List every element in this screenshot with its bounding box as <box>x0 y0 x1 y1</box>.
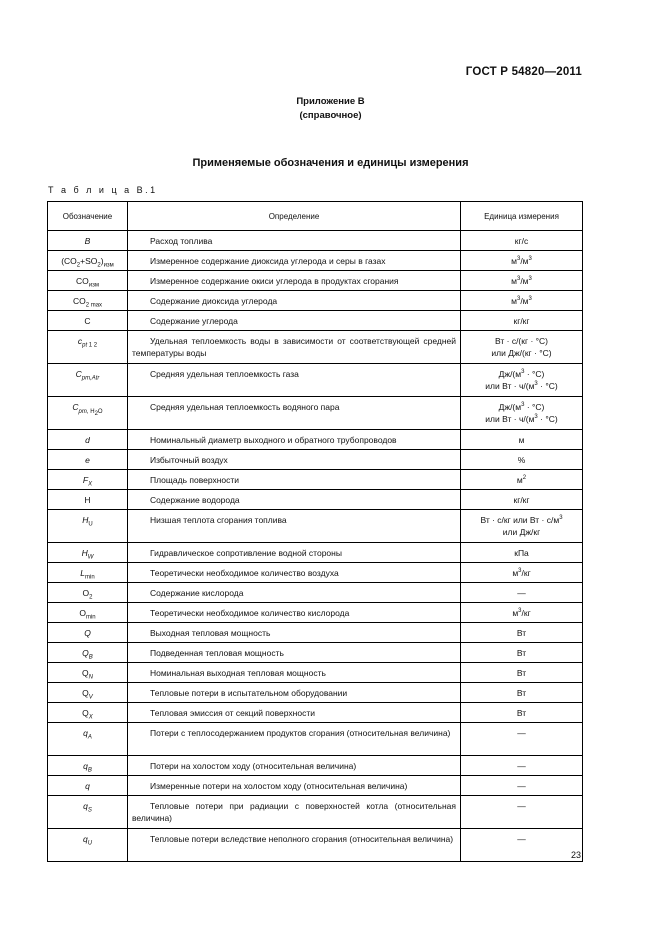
section-title: Применяемые обозначения и единицы измерения <box>192 157 469 169</box>
row-symbol: $C_{pm,Atr}$ <box>48 364 128 397</box>
row-definition: Теоретически необходимое количество кислорода <box>128 603 461 623</box>
row-unit: — <box>461 723 583 756</box>
table-row <box>48 271 583 291</box>
row-definition: Низшая теплота сгорания топлива <box>128 510 461 543</box>
row-unit: кПа <box>461 543 583 563</box>
row-unit: % <box>461 450 583 470</box>
row-symbol: q <box>48 776 128 796</box>
header-definition: Определение <box>128 202 461 231</box>
row-unit: $м^3/м^3$ <box>461 251 583 271</box>
row-symbol: $CO_{2 max}$ <box>48 291 128 311</box>
table-label: Т а б л и ц а В.1 <box>48 185 158 195</box>
row-symbol: d <box>48 430 128 450</box>
row-definition: Потери с теплосодержанием продуктов сгорания (относительная величина) <box>128 723 461 756</box>
table-row <box>48 663 583 683</box>
standard-code: ГОСТ Р 54820—2011 <box>465 66 582 78</box>
row-definition: Удельная теплоемкость воды в зависимости от соответствующей средней температуры воды <box>128 331 461 364</box>
row-unit: кг/кг <box>461 490 583 510</box>
row-definition: Тепловая эмиссия от секций поверхности <box>128 703 461 723</box>
row-definition: Содержание углерода <box>128 311 461 331</box>
row-definition: Тепловые потери вследствие неполного сгорания (относительная величина) <box>128 829 461 862</box>
row-unit: — <box>461 829 583 862</box>
row-unit: $м^2$ <box>461 470 583 490</box>
table-row <box>48 683 583 703</box>
row-unit: Вт <box>461 703 583 723</box>
table-row <box>48 291 583 311</box>
row-symbol: $O_{min}$ <box>48 603 128 623</box>
table-row <box>48 331 583 364</box>
row-definition: Площадь поверхности <box>128 470 461 490</box>
row-symbol: $Q_B$ <box>48 643 128 663</box>
row-symbol: C <box>48 311 128 331</box>
row-definition: Средняя удельная теплоемкость водяного пара <box>128 397 461 430</box>
annex-heading <box>0 95 661 123</box>
row-unit: $м^3/кг$ <box>461 563 583 583</box>
row-symbol: $Q_X$ <box>48 703 128 723</box>
row-unit: $м^3/м^3$ <box>461 271 583 291</box>
row-symbol: $c_{pt 1 2}$ <box>48 331 128 364</box>
row-definition: Избыточный воздух <box>128 450 461 470</box>
row-definition: Содержание кислорода <box>128 583 461 603</box>
table-row <box>48 643 583 663</box>
page-number: 23 <box>570 850 581 860</box>
row-unit: $Дж/(м^3 \cdot ^\circ С)$ или Вт · $ч/(м^3 \cdot ^\circ С)$ <box>461 397 583 430</box>
row-symbol: $Q_V$ <box>48 683 128 703</box>
row-symbol: $q_B$ <box>48 756 128 776</box>
table-row <box>48 563 583 583</box>
row-unit: Вт · с/(кг · °С) или Дж/(кг · °С) <box>461 331 583 364</box>
table-row <box>48 776 583 796</box>
row-symbol: H <box>48 490 128 510</box>
row-unit: $м^3/кг$ <box>461 603 583 623</box>
row-symbol: e <box>48 450 128 470</box>
table-row <box>48 311 583 331</box>
table-row <box>48 583 583 603</box>
row-unit: — <box>461 796 583 829</box>
table-row <box>48 251 583 271</box>
row-unit: — <box>461 776 583 796</box>
row-definition: Теоретически необходимое количество воздуха <box>128 563 461 583</box>
annex-title: Приложение В <box>296 96 365 107</box>
row-unit: м <box>461 430 583 450</box>
row-definition: Содержание водорода <box>128 490 461 510</box>
row-unit: — <box>461 756 583 776</box>
row-unit: Вт <box>461 683 583 703</box>
row-symbol: $Q_N$ <box>48 663 128 683</box>
table-row <box>48 231 583 251</box>
row-definition: Содержание диоксида углерода <box>128 291 461 311</box>
row-definition: Гидравлическое сопротивление водной стороны <box>128 543 461 563</box>
row-definition: Измеренное содержание диоксида углерода и серы в газах <box>128 251 461 271</box>
table-row <box>48 450 583 470</box>
row-definition: Средняя удельная теплоемкость газа <box>128 364 461 397</box>
row-definition: Расход топлива <box>128 231 461 251</box>
table-row <box>48 364 583 397</box>
row-unit: $м^3/м^3$ <box>461 291 583 311</box>
row-unit: Вт · с/кг или Вт · $с/м^3$ или Дж/кг <box>461 510 583 543</box>
row-symbol: $O_2$ <box>48 583 128 603</box>
row-symbol: $F_X$ <box>48 470 128 490</box>
row-symbol: $q_U$ <box>48 829 128 862</box>
table-row <box>48 756 583 776</box>
table-row <box>48 490 583 510</box>
header-symbol: Обозначение <box>48 202 128 231</box>
symbols-table <box>47 201 583 862</box>
row-unit: Вт <box>461 663 583 683</box>
row-symbol: $H_U$ <box>48 510 128 543</box>
row-definition: Выходная тепловая мощность <box>128 623 461 643</box>
row-symbol: $q_S$ <box>48 796 128 829</box>
header-unit: Единица измерения <box>461 202 583 231</box>
row-symbol: $H_W$ <box>48 543 128 563</box>
table-row <box>48 510 583 543</box>
row-definition: Измеренное содержание окиси углерода в продуктах сгорания <box>128 271 461 291</box>
row-unit: Вт <box>461 643 583 663</box>
table-row <box>48 397 583 430</box>
row-unit: Вт <box>461 623 583 643</box>
table-row <box>48 796 583 829</box>
table-header-row <box>48 202 583 231</box>
table-row <box>48 470 583 490</box>
table-row <box>48 723 583 756</box>
row-symbol: B <box>48 231 128 251</box>
row-symbol: $CO_{изм}$ <box>48 271 128 291</box>
row-unit: кг/с <box>461 231 583 251</box>
row-symbol: $C_{pm, H_2O}$ <box>48 397 128 430</box>
row-definition: Подведенная тепловая мощность <box>128 643 461 663</box>
row-unit: кг/кг <box>461 311 583 331</box>
table-row <box>48 703 583 723</box>
table-body <box>48 231 583 862</box>
row-definition: Измеренные потери на холостом ходу (относительная величина) <box>128 776 461 796</box>
row-symbol: $(CO_2+SO_2)_{изм}$ <box>48 251 128 271</box>
table-row <box>48 623 583 643</box>
row-definition: Номинальная выходная тепловая мощность <box>128 663 461 683</box>
annex-note: (справочное) <box>299 110 362 121</box>
row-unit: $Дж/(м^3 \cdot ^\circ С)$ или Вт · $ч/(м^3 \cdot ^\circ С)$ <box>461 364 583 397</box>
table-row <box>48 430 583 450</box>
row-symbol: $q_A$ <box>48 723 128 756</box>
table-row <box>48 829 583 862</box>
table-row <box>48 603 583 623</box>
row-symbol: $L_{min}$ <box>48 563 128 583</box>
row-definition: Тепловые потери при радиации с поверхностей котла (относительная величина) <box>128 796 461 829</box>
row-definition: Потери на холостом ходу (относительная величина) <box>128 756 461 776</box>
row-definition: Номинальный диаметр выходного и обратного трубопроводов <box>128 430 461 450</box>
table-row <box>48 543 583 563</box>
row-symbol: Q <box>48 623 128 643</box>
row-unit: — <box>461 583 583 603</box>
row-definition: Тепловые потери в испытательном оборудовании <box>128 683 461 703</box>
